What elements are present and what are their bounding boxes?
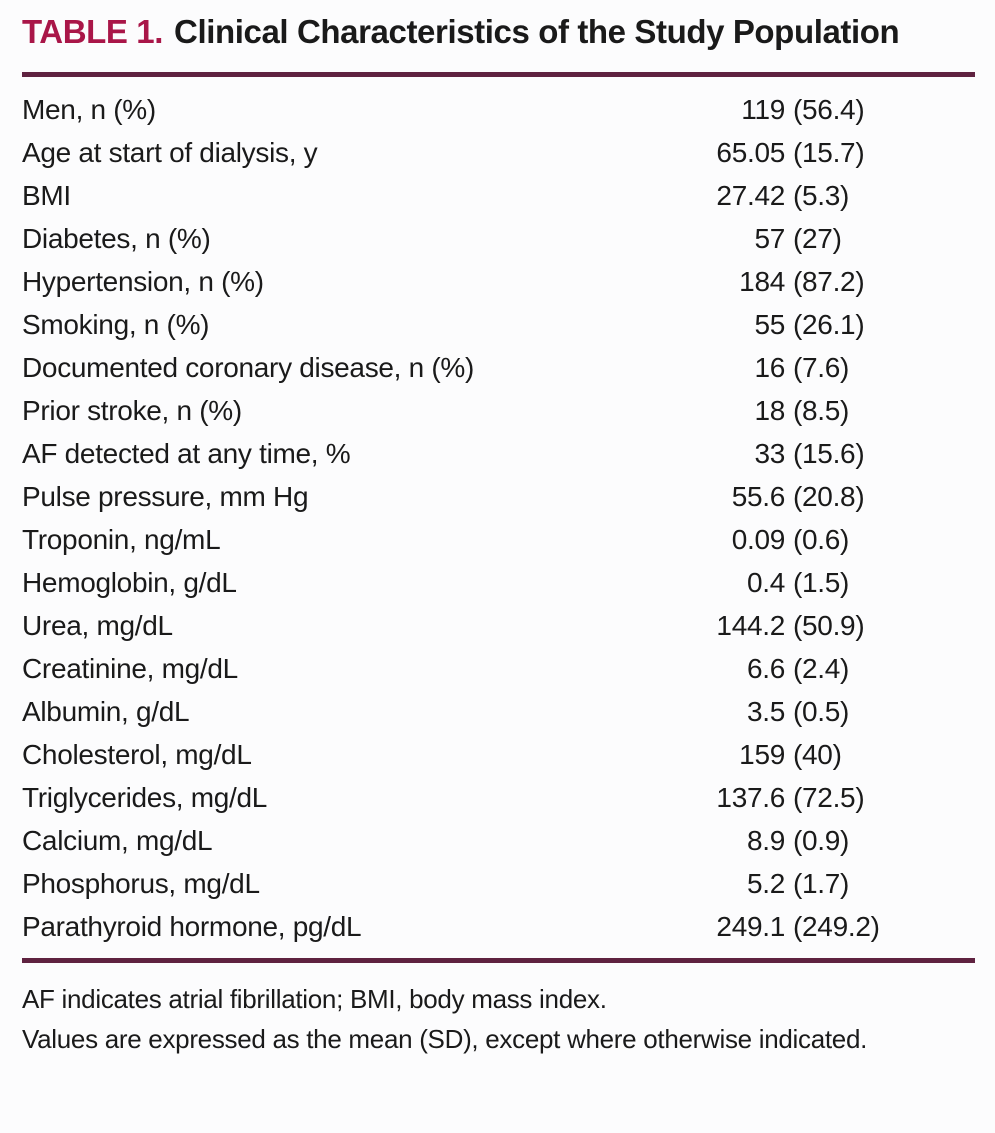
row-value-mean: 57 (754, 223, 785, 254)
row-label: Calcium, mg/dL (22, 825, 213, 856)
row-value-sd: (249.2) (793, 911, 880, 942)
row-value-sd: (26.1) (793, 309, 865, 340)
table-row (22, 217, 975, 260)
row-value (675, 475, 975, 518)
table-row (22, 432, 975, 475)
row-label: Troponin, ng/mL (22, 524, 221, 555)
row-value (675, 260, 975, 303)
row-value (675, 561, 975, 604)
row-value (675, 217, 975, 260)
footnote-values: Values are expressed as the mean (SD), except where otherwise indicated. (22, 1024, 868, 1054)
row-value-mean: 65.05 (716, 137, 785, 168)
table-row (22, 733, 975, 776)
row-value-mean: 0.09 (731, 524, 785, 555)
row-value-mean: 55.6 (731, 481, 785, 512)
row-value (675, 776, 975, 819)
row-value-sd: (1.7) (793, 868, 850, 899)
row-value-sd: (5.3) (793, 180, 850, 211)
row-value-sd: (15.7) (793, 137, 865, 168)
row-value-sd: (72.5) (793, 782, 865, 813)
row-value-sd: (50.9) (793, 610, 865, 641)
row-value-mean: 55 (754, 309, 785, 340)
row-value (675, 131, 975, 174)
row-value-mean: 144.2 (716, 610, 785, 641)
row-value-mean: 119 (741, 94, 785, 125)
row-value-mean: 33 (754, 438, 785, 469)
table-row (22, 174, 975, 217)
footnote-abbreviations: AF indicates atrial fibrillation; BMI, body mass index. (22, 984, 607, 1014)
row-label: Parathyroid hormone, pg/dL (22, 911, 362, 942)
row-label: Albumin, g/dL (22, 696, 190, 727)
table-footnotes (22, 963, 975, 1059)
row-label: Men, n (%) (22, 94, 156, 125)
table-row (22, 260, 975, 303)
row-value-sd: (40) (793, 739, 842, 770)
table-row (22, 475, 975, 518)
row-value-sd: (2.4) (793, 653, 850, 684)
table-row (22, 303, 975, 346)
row-value (675, 862, 975, 905)
row-value (675, 432, 975, 475)
row-value-sd: (0.9) (793, 825, 850, 856)
table-row (22, 819, 975, 862)
row-value (675, 303, 975, 346)
row-value (675, 604, 975, 647)
row-label: Urea, mg/dL (22, 610, 173, 641)
table-body (22, 77, 975, 950)
row-value-mean: 16 (754, 352, 785, 383)
row-label: Hypertension, n (%) (22, 266, 264, 297)
row-value (675, 733, 975, 776)
row-label: Triglycerides, mg/dL (22, 782, 268, 813)
table-title-text: Clinical Characteristics of the Study Population (174, 13, 900, 50)
row-value-sd: (8.5) (793, 395, 850, 426)
row-value (675, 819, 975, 862)
row-label: Age at start of dialysis, y (22, 137, 318, 168)
row-value-mean: 184 (739, 266, 785, 297)
row-value-mean: 159 (739, 739, 785, 770)
table-row (22, 518, 975, 561)
row-value-sd: (0.6) (793, 524, 850, 555)
table-row (22, 690, 975, 733)
table-row (22, 862, 975, 905)
row-label: Pulse pressure, mm Hg (22, 481, 309, 512)
row-value-sd: (27) (793, 223, 842, 254)
row-label: Phosphorus, mg/dL (22, 868, 260, 899)
row-value (675, 389, 975, 432)
row-label: Creatinine, mg/dL (22, 653, 238, 684)
row-label: Diabetes, n (%) (22, 223, 211, 254)
row-value-sd: (0.5) (793, 696, 850, 727)
row-value-sd: (1.5) (793, 567, 850, 598)
row-value (675, 647, 975, 690)
row-value (675, 88, 975, 131)
row-value-sd: (15.6) (793, 438, 865, 469)
table-row (22, 346, 975, 389)
table-row (22, 647, 975, 690)
row-value (675, 905, 975, 948)
row-value-mean: 249.1 (716, 911, 785, 942)
row-value-sd: (56.4) (793, 94, 865, 125)
row-label: Smoking, n (%) (22, 309, 210, 340)
table-row (22, 131, 975, 174)
row-value (675, 518, 975, 561)
table-title (22, 6, 922, 57)
row-value (675, 346, 975, 389)
row-value-mean: 5.2 (746, 868, 785, 899)
row-label: BMI (22, 180, 71, 211)
row-label: Cholesterol, mg/dL (22, 739, 252, 770)
row-value-mean: 8.9 (746, 825, 785, 856)
table-row (22, 561, 975, 604)
row-value-sd: (87.2) (793, 266, 865, 297)
row-value-mean: 27.42 (716, 180, 785, 211)
row-value-mean: 18 (754, 395, 785, 426)
row-value-mean: 137.6 (716, 782, 785, 813)
row-label: AF detected at any time, % (22, 438, 351, 469)
table-row (22, 604, 975, 647)
table-row (22, 389, 975, 432)
row-label: Prior stroke, n (%) (22, 395, 242, 426)
row-value-sd: (7.6) (793, 352, 850, 383)
row-value (675, 690, 975, 733)
table-row (22, 776, 975, 819)
row-label: Documented coronary disease, n (%) (22, 352, 475, 383)
row-value-mean: 6.6 (746, 653, 785, 684)
table-row (22, 88, 975, 131)
table-row (22, 905, 975, 948)
row-value-mean: 0.4 (746, 567, 785, 598)
row-value-sd: (20.8) (793, 481, 865, 512)
table-number-label: TABLE 1. (22, 13, 164, 50)
row-label: Hemoglobin, g/dL (22, 567, 237, 598)
row-value (675, 174, 975, 217)
row-value-mean: 3.5 (746, 696, 785, 727)
